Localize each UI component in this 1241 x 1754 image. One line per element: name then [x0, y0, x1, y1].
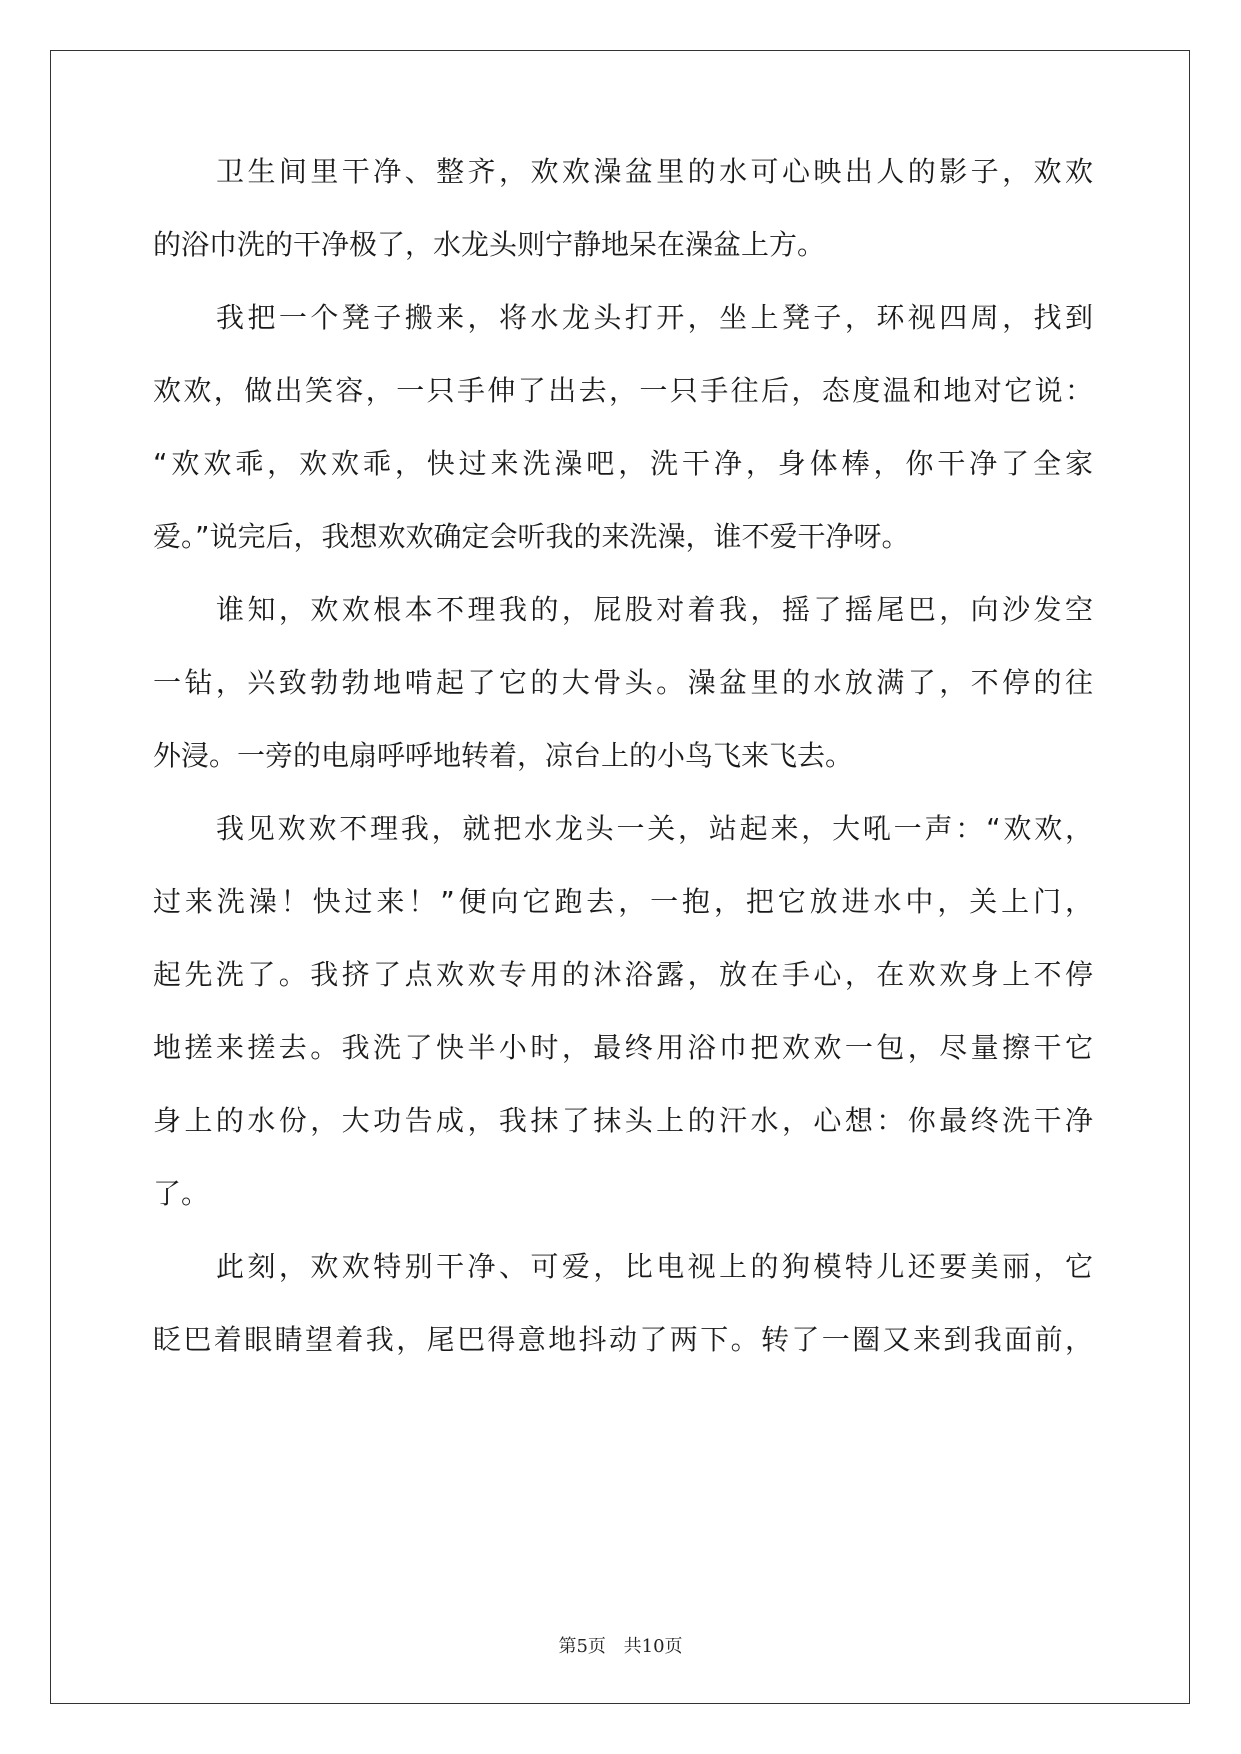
paragraph-4-line-4: 地搓来搓去。我洗了快半小时，最终用浴巾把欢欢一包，尽量擦干它	[153, 1031, 1093, 1064]
paragraph-2-line-1: 我把一个凳子搬来，将水龙头打开，坐上凳子，环视四周，找到	[216, 301, 1093, 334]
paragraph-1-line-1: 卫生间里干净、整齐，欢欢澡盆里的水可心映出人的影子，欢欢	[216, 155, 1093, 188]
page-number: 第5页	[558, 1636, 606, 1657]
paragraph-4-line-6: 了。	[153, 1177, 210, 1210]
paragraph-3-line-2: 一钻，兴致勃勃地啃起了它的大骨头。澡盆里的水放满了，不停的往	[153, 666, 1093, 699]
paragraph-4-line-2: 过来洗澡！快过来！”便向它跑去，一抱，把它放进水中，关上门，	[153, 885, 1093, 918]
paragraph-3-line-3: 外浸。一旁的电扇呼呼地转着，凉台上的小鸟飞来飞去。	[153, 739, 854, 772]
page-total: 共10页	[623, 1636, 683, 1657]
paragraph-2-line-2: 欢欢，做出笑容，一只手伸了出去，一只手往后，态度温和地对它说：	[153, 374, 1093, 407]
paragraph-2-line-3: “欢欢乖，欢欢乖，快过来洗澡吧，洗干净，身体棒，你干净了全家	[153, 447, 1093, 480]
paragraph-1-line-2: 的浴巾洗的干净极了，水龙头则宁静地呆在澡盆上方。	[153, 228, 826, 261]
paragraph-5-line-2: 眨巴着眼睛望着我，尾巴得意地抖动了两下。转了一圈又来到我面前，	[153, 1323, 1093, 1356]
paragraph-4-line-3: 起先洗了。我挤了点欢欢专用的沐浴露，放在手心，在欢欢身上不停	[153, 958, 1093, 991]
paragraph-5-line-1: 此刻，欢欢特别干净、可爱，比电视上的狗模特儿还要美丽，它	[216, 1250, 1093, 1283]
paragraph-4-line-1: 我见欢欢不理我，就把水龙头一关，站起来，大吼一声：“欢欢，	[216, 812, 1093, 845]
paragraph-2-line-4: 爱。”说完后，我想欢欢确定会听我的来洗澡，谁不爱干净呀。	[153, 520, 910, 553]
page-footer	[0, 1632, 1241, 1662]
paragraph-4-line-5: 身上的水份，大功告成，我抹了抹头上的汗水，心想：你最终洗干净	[153, 1104, 1093, 1137]
paragraph-3-line-1: 谁知，欢欢根本不理我的，屁股对着我，摇了摇尾巴，向沙发空	[216, 593, 1093, 626]
